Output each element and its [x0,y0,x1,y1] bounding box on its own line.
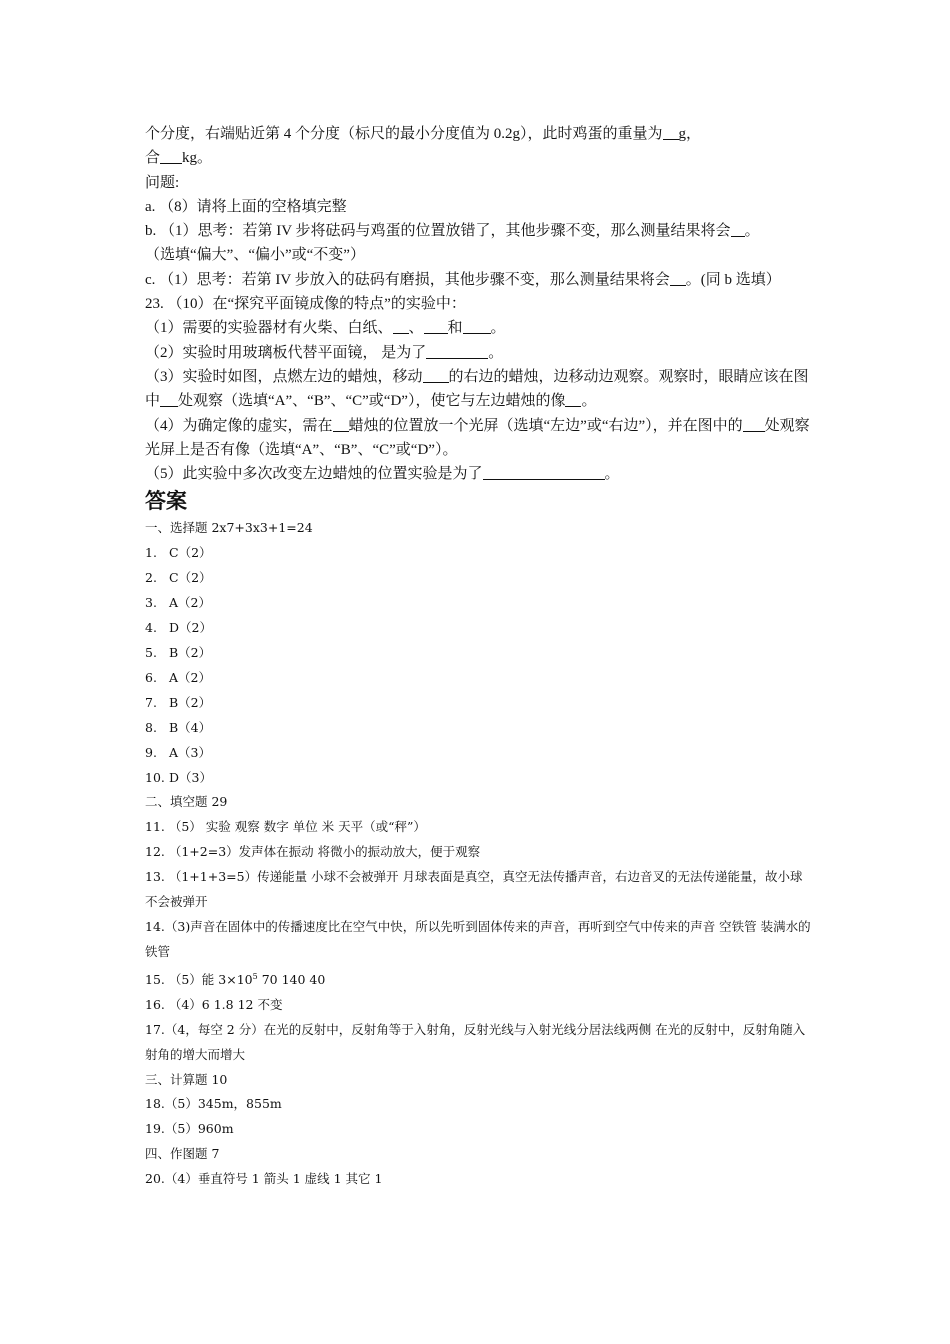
item-answer: B（2） [169,644,212,660]
item-number: 2. [145,570,157,586]
item-answer: A（2） [169,595,211,611]
text: （2）实验时用玻璃板代替平面镜， 是为了 [145,344,427,361]
text: （3）实验时如图，点燃左边的蜡烛，移动 [145,368,423,385]
answer-blank [393,318,409,334]
answer-blank [423,367,449,383]
question-a: a. （8）请将上面的空格填完整 [145,198,347,215]
answers-heading: 答案 [145,489,187,514]
item-answer: A（3） [169,744,211,760]
item-number: 5. [145,644,157,660]
item-answer: B（2） [169,694,212,710]
answer-15 [145,965,815,993]
text: （4）为确定像的虚实，需在 [145,417,333,434]
answer-12: 12. （1+2=3）发声体在振动 将微小的振动放大，便于观察 [145,844,481,860]
question-b [145,219,815,243]
answer-blank [160,391,178,407]
section-heading: 四、作图题 7 [145,1146,220,1162]
question-23-1 [145,316,815,340]
text: kg。 [182,150,213,167]
questions-label: 问题: [145,174,180,191]
text: c. （1）思考：若第 IV 步放入的砝码有磨损，其他步骤不变，那么测量结果将会 [145,271,670,288]
superscript: 5 [252,971,258,981]
choice-answer-item [145,741,815,766]
question-23-5 [145,462,815,486]
item-number: 8. [145,719,157,735]
question-b-options: （选填“偏大”、“偏小”或“不变”） [145,247,365,264]
question-23-4 [145,414,815,463]
text: 。 [488,344,504,361]
answer-blank [731,221,745,237]
answer-blank [160,148,182,164]
item-answer: C（2） [169,545,212,561]
item-answer: D（3） [169,769,212,785]
text: 70 140 40 [257,971,326,987]
choice-answer-item [145,716,815,741]
answer-11: 11. （5） 实验 观察 数字 单位 米 天平（或“秤”） [145,819,426,835]
question-section [145,122,815,486]
answer-blank [426,343,488,359]
text: 。(同 b 选填） [685,271,781,288]
text: 蜡烛的位置放一个光屏（选填“左边”或“右边”），并在图中的 [348,417,743,434]
question-line [145,122,815,146]
item-answer: B（4） [169,719,212,735]
choice-answer-item [145,616,815,641]
choice-answer-item [145,691,815,716]
choice-answer-item [145,591,815,616]
item-number: 9. [145,744,157,760]
text: 的右边的蜡烛，边移动边观察。观察时，眼睛应该在图中 [145,368,809,410]
section-heading: 一、选择题 2x7+3x3+1=24 [145,520,313,536]
answer-blank [483,464,605,480]
item-answer: C（2） [169,570,212,586]
text: 、 [408,320,424,337]
text: 15. （5）能 3×10 [145,971,253,987]
item-number: 7. [145,694,157,710]
text: 合 [145,150,161,167]
answer-blank [333,416,349,432]
section-heading: 三、计算题 10 [145,1071,228,1087]
answer-13: 13. （1+1+3=5）传递能量 小球不会被弹开 月球表面是真空，真空无法传播声音，右边音叉的无法传递能量，故小球不会被弹开 [145,869,803,910]
text: 。 [604,466,620,483]
choice-answer-list [145,541,815,790]
text: 和 [447,320,463,337]
text: g， [678,126,702,142]
choice-answer-item [145,641,815,666]
item-number: 1. [145,545,157,561]
choice-answer-item [145,666,815,691]
answer-18: 18.（5）345m，855m [145,1096,282,1112]
question-c [145,268,815,292]
item-answer: A（2） [169,669,211,685]
question-23-3 [145,365,815,414]
question-23-title: 23. （10）在“探究平面镜成像的特点”的实验中： [145,296,466,313]
answer-blank [663,124,679,140]
item-number: 4. [145,620,157,636]
question-23-2 [145,341,815,365]
text: b. （1）思考：若第 IV 步将砝码与鸡蛋的位置放错了，其他步骤不变，那么测量结果将会 [145,223,731,240]
answer-blank [463,318,491,334]
item-number: 3. [145,595,157,611]
answer-16: 16. （4）6 1.8 12 不变 [145,996,283,1012]
answer-blank [670,270,686,286]
text: （5）此实验中多次改变左边蜡烛的位置实验是为了 [145,466,483,483]
text: （1）需要的实验器材有火柴、白纸、 [145,320,393,337]
answer-17: 17.（4，每空 2 分）在光的反射中，反射角等于入射角，反射光线与入射光线分居法线两侧 在光的反射中，反射角随入射角的增大而增大 [145,1021,806,1062]
text: 处观察（选填“A”、“B”、“C”或“D”），使它与左边蜡烛的像 [178,393,566,410]
choice-answer-item [145,541,815,566]
choice-answer-item [145,566,815,591]
item-answer: D（2） [169,620,212,636]
question-line [145,146,815,170]
item-number: 10. [145,769,165,785]
choice-answer-item [145,766,815,791]
answer-14: 14.（3)声音在固体中的传播速度比在空气中快，所以先听到固体传来的声音，再听到空气中传来的声音 空铁管 装满水的铁管 [145,918,811,959]
text: 。 [744,223,760,240]
item-number: 6. [145,669,157,685]
document-page [145,122,815,1192]
text: 个分度，右端贴近第 4 个分度（标尺的最小分度值为 0.2g），此时鸡蛋的重量为 [145,126,663,142]
answers-section [145,516,815,1192]
answer-20: 20.（4）垂直符号 1 箭头 1 虚线 1 其它 1 [145,1171,383,1187]
text: 处观察光屏上是否有像（选填“A”、“B”、“C”或“D”）。 [145,417,810,458]
answer-blank [565,391,581,407]
text: 。 [490,320,506,337]
text: 。 [581,393,597,410]
answer-blank [743,416,765,432]
answer-19: 19.（5）960m [145,1121,234,1137]
answer-blank [424,318,448,334]
section-heading: 二、填空题 29 [145,794,228,810]
